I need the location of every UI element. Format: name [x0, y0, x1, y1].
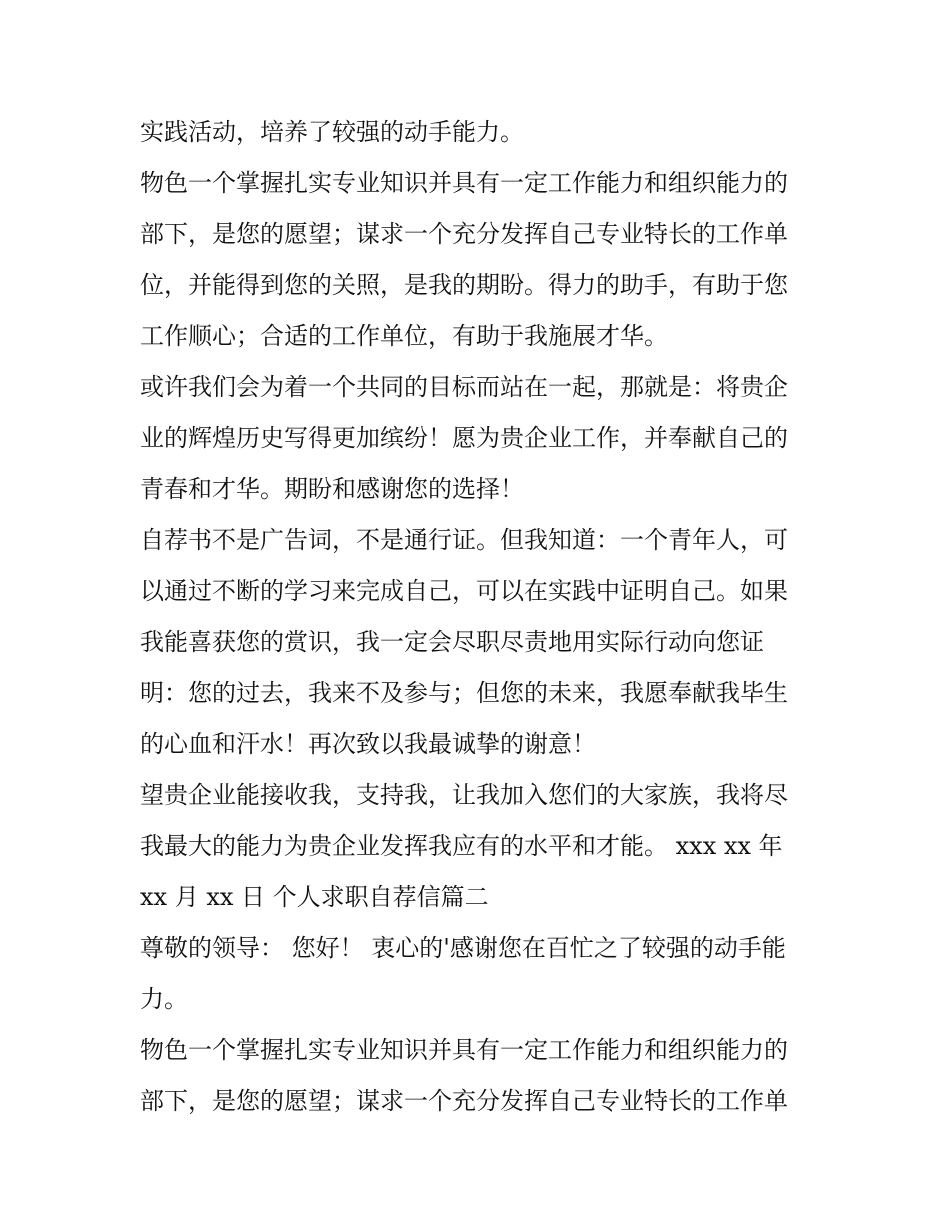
text-line: 物色一个掌握扎实专业知识并具有一定工作能力和组织能力的 — [140, 169, 788, 197]
text-line: xx 月 xx 日 个人求职自荐信篇二 — [140, 883, 489, 911]
text-line: 的心血和汗水！再次致以我最诚挚的谢意！ — [140, 730, 596, 758]
document-body — [140, 107, 820, 1127]
text-line: 尊敬的领导： 您好！ 衷心的'感谢您在百忙之了较强的动手能 — [140, 934, 786, 962]
text-line: 部下，是您的愿望；谋求一个充分发挥自己专业特长的工作单 — [140, 220, 788, 248]
text-line: 物色一个掌握扎实专业知识并具有一定工作能力和组织能力的 — [140, 1036, 788, 1064]
text-line: 部下，是您的愿望；谋求一个充分发挥自己专业特长的工作单 — [140, 1087, 788, 1115]
text-line: 望贵企业能接收我，支持我，让我加入您们的大家族，我将尽 — [140, 781, 788, 809]
text-line: 我能喜获您的赏识，我一定会尽职尽责地用实际行动向您证 — [140, 628, 764, 656]
text-line: 实践活动，培养了较强的动手能力。 — [140, 118, 524, 146]
text-line: 或许我们会为着一个共同的目标而站在一起，那就是：将贵企 — [140, 373, 788, 401]
text-line: 我最大的能力为贵企业发挥我应有的水平和才能。 xxx xx 年 — [140, 832, 783, 860]
text-line: 业的辉煌历史写得更加缤纷！愿为贵企业工作，并奉献自己的 — [140, 424, 788, 452]
text-line: 自荐书不是广告词，不是通行证。但我知道：一个青年人，可 — [140, 526, 788, 554]
text-line: 以通过不断的学习来完成自己，可以在实践中证明自己。如果 — [140, 577, 788, 605]
text-line: 工作顺心；合适的工作单位，有助于我施展才华。 — [140, 322, 668, 350]
text-line: 明：您的过去，我来不及参与；但您的未来，我愿奉献我毕生 — [140, 679, 788, 707]
text-line: 位，并能得到您的关照，是我的期盼。得力的助手，有助于您 — [140, 271, 788, 299]
text-line: 力。 — [140, 985, 188, 1013]
text-line: 青春和才华。期盼和感谢您的选择！ — [140, 475, 524, 503]
